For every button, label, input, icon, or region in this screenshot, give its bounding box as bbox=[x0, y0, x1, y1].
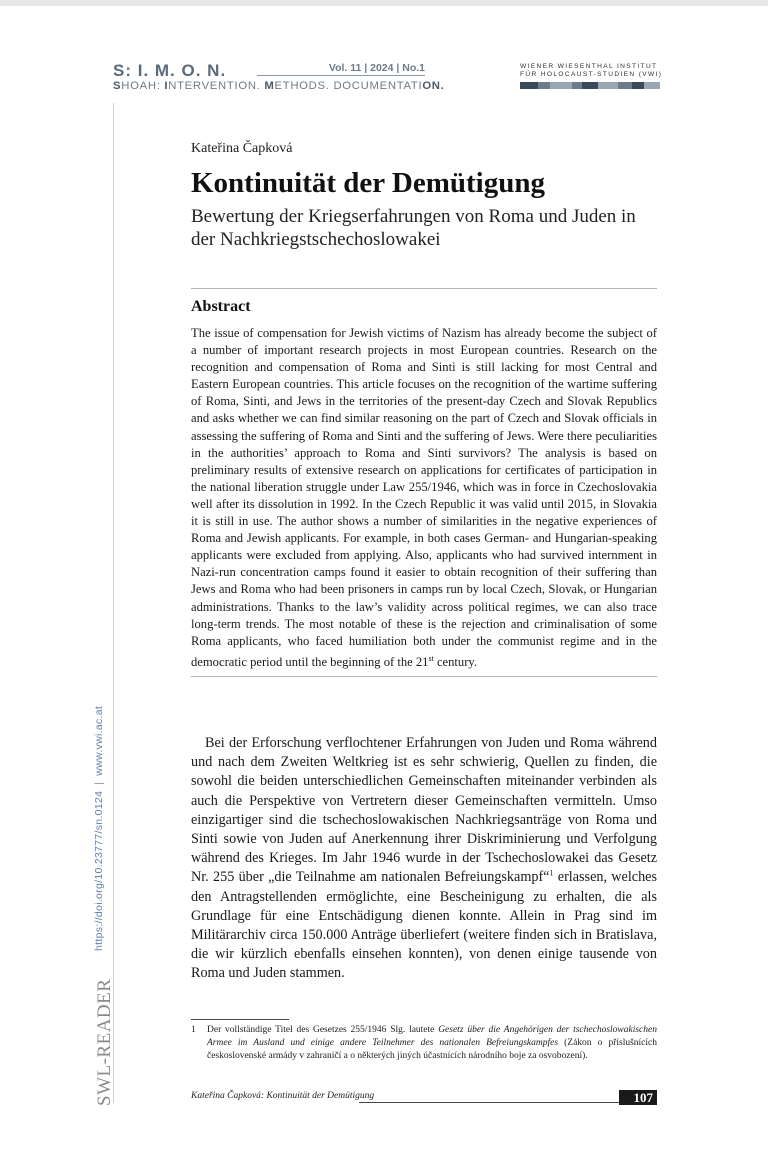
footnote-law-title: Gesetz über die Angehörigen der tschechoslowakischen Armee im Ausland und einige andere Teilnehmer des nationalen Befreiungskampfes bbox=[207, 1025, 657, 1049]
journal-subtitle bbox=[113, 80, 445, 93]
article-title: Kontinuität der Demütigung bbox=[191, 167, 545, 199]
abstract-text bbox=[191, 325, 657, 671]
subtitle-part: NTERVENTION. bbox=[168, 80, 265, 92]
separator: | bbox=[93, 781, 105, 785]
abstract-heading: Abstract bbox=[191, 298, 251, 315]
institute-color-bar bbox=[520, 82, 660, 89]
institute-name-line2: FÜR HOLOCAUST-STUDIEN (VWI) bbox=[520, 71, 663, 78]
page-number: 107 bbox=[619, 1090, 657, 1105]
institute-name-line1: WIENER WIESENTHAL INSTITUT bbox=[520, 63, 658, 70]
volume-info: Vol. 11 | 2024 | No.1 bbox=[257, 62, 425, 76]
abstract-top-rule bbox=[191, 288, 657, 289]
footnote-reference[interactable]: 1 bbox=[549, 868, 554, 878]
subtitle-part: M bbox=[264, 80, 275, 92]
page-left-border bbox=[113, 103, 114, 1103]
footnote bbox=[191, 1024, 657, 1064]
abstract-bottom-rule bbox=[191, 676, 657, 677]
color-bar-segment bbox=[618, 82, 632, 89]
footer-rule bbox=[359, 1102, 625, 1103]
footnote-number: 1 bbox=[191, 1025, 196, 1035]
color-bar-segment bbox=[572, 82, 582, 89]
reader-label: SWL-READER bbox=[94, 978, 115, 1106]
color-bar-segment bbox=[598, 82, 618, 89]
subtitle-part: ON. bbox=[422, 80, 445, 92]
website-link[interactable]: www.vwi.ac.at bbox=[93, 705, 105, 776]
page-footer bbox=[191, 1090, 657, 1106]
subtitle-part: DOCUMENTATI bbox=[333, 80, 423, 92]
color-bar-segment bbox=[520, 82, 538, 89]
author-name: Kateřina Čapková bbox=[191, 141, 293, 156]
abstract-end: century. bbox=[433, 654, 478, 669]
color-bar-segment bbox=[644, 82, 660, 89]
color-bar-segment bbox=[550, 82, 572, 89]
body-text-part: erlassen, welches den Antragstellenden ermöglichte, eine Bescheinigung zu erhalten, die als Grundlage für eine Entschädigung dienen konnte. Allein in Prag sind im Militärarchiv circa 150.000 Anträge überliefert (weitere finden sich in Bratislava, die wir kürzlich ebenfalls einsehen konnten), von denen einige tausende von Roma und Juden stammen. bbox=[191, 869, 657, 982]
abstract-body: The issue of compensation for Jewish victims of Nazism has already become the subject of a number of important research projects in most European countries. Research on the recognition and compensation of Roma and Sinti is still lacking for most Central and Eastern European countries. This article focuses on the recognition of the wartime suffering of Roma, Sinti, and Jews in the territories of the present-day Czech and Slovak Republics and asks whether we can find similar reasoning on the part of Czech and Slovak officials in assessing the suffering of Roma and Sinti and the suffering of Jews. Were there peculiarities in the authorities’ approach to Roma and Sinti survivors? The analysis is based on preliminary results of extensive research on applications for certificates of participation in the national liberation struggle under Law 255/1946, which was in force in Czechoslovakia well after its dissolution in 1992. In the Czech Republic it was valid until 2015, in Slovakia it is still in use. The author shows a number of similarities in the negative experiences of Roma and Jewish applicants. For example, in both cases German- and Hungarian-speaking applicants were excluded from applying. Also, applicants who had survived internment in Nazi-run concentration camps found it easier to obtain recognition of their suffering than Jews and Roma who had been prisoners in camps run by local Czech, Slovak, or Hungarian administrations. Thanks to the law’s validity across political regimes, we can also trace long-term trends. The most notable of these is the rejection and criminalisation of some Roma applicants, who faced humiliation both under the communist regime and in the democratic period until the beginning of the 21 bbox=[191, 326, 657, 669]
color-bar-segment bbox=[582, 82, 598, 89]
color-bar-segment bbox=[538, 82, 550, 89]
doi-link[interactable]: https://doi.org/10.23777/sn.0124 bbox=[93, 790, 105, 951]
footnote-rule bbox=[191, 1019, 289, 1020]
ordinal-superscript: st bbox=[428, 653, 434, 663]
subtitle-part: S bbox=[113, 80, 122, 92]
footnote-body bbox=[191, 1024, 657, 1064]
footnote-text: Der vollständige Titel des Gesetzes 255/1946 Slg. lautete bbox=[207, 1025, 439, 1035]
subtitle-part: ETHODS. bbox=[274, 80, 334, 92]
institute-logo bbox=[520, 63, 663, 89]
body-text-part: Bei der Erforschung verflochtener Erfahrungen von Juden und Roma während und nach dem Zweiten Weltkrieg ist es sehr schwierig, Quellen zu finden, die sowohl die beiden unterschiedlichen Gemeinschaften miteinander verbinden als auch die Perspektive von Vertretern dieser Gemeinschaften vermitteln. Umso einzigartiger sind die tschechoslowakischen Nachkriegsanträge von Roma und Sinti sowie von Juden auf Anerkennung ihrer Diskriminierung und Verfolgung während des Krieges. Im Jahr 1946 wurde in der Tschechoslowakei das Gesetz Nr. 255 über „die Teilnahme am nationalen Befreiungskampf“ bbox=[191, 735, 657, 886]
side-doi-line bbox=[93, 706, 105, 951]
color-bar-segment bbox=[632, 82, 644, 89]
viewer-top-bar bbox=[0, 0, 768, 6]
journal-logo: S: I. M. O. N. bbox=[113, 61, 227, 80]
footnote-text: (Zákon o příslušnících československé armády v zahraničí a o některých jiných účastnících národního boje za osvobození). bbox=[207, 1038, 657, 1062]
subtitle-part: HOAH: bbox=[121, 80, 165, 92]
running-title: Kateřina Čapková: Kontinuität der Demütigung bbox=[191, 1091, 375, 1101]
body-paragraph bbox=[191, 734, 657, 984]
article-subtitle: Bewertung der Kriegserfahrungen von Roma und Juden in der Nachkriegstschechoslowakei bbox=[191, 206, 636, 250]
subtitle-part: I bbox=[164, 80, 169, 92]
